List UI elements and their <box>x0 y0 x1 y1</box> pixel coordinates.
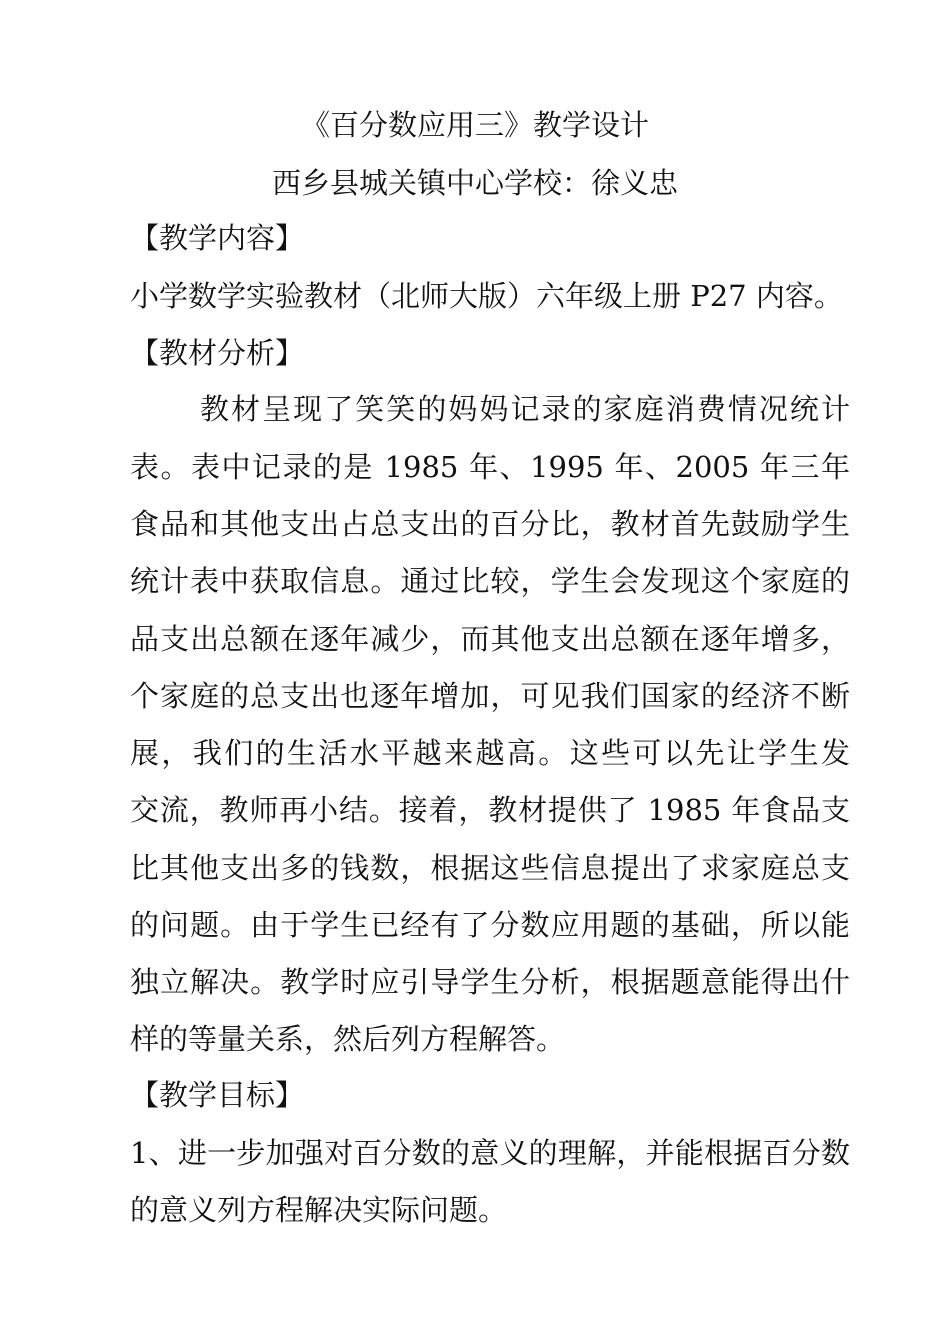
paragraph-line: 样的等量关系，然后列方程解答。 <box>130 1022 566 1056</box>
paragraph-line: 品支出总额在逐年减少，而其他支出总额在逐年增多， <box>130 622 850 656</box>
paragraph-line: 的意义列方程解决实际问题。 <box>130 1193 508 1227</box>
paragraph-line: 比其他支出多的钱数，根据这些信息提出了求家庭总支 <box>130 851 850 885</box>
paragraph-line: 独立解决。教学时应引导学生分析，根据题意能得出什 <box>130 965 850 999</box>
paragraph-line: 个家庭的总支出也逐年增加，可见我们国家的经济不断 <box>130 679 850 713</box>
document-title: 《百分数应用三》教学设计 <box>300 108 649 142</box>
paragraph-line: 交流，教师再小结。接着，教材提供了 1985 年食品支 <box>130 793 850 827</box>
paragraph-line: 教材呈现了笑笑的妈妈记录的家庭消费情况统计 <box>200 392 850 426</box>
paragraph-line: 表。表中记录的是 1985 年、1995 年、2005 年三年 <box>130 450 850 484</box>
section-heading-objectives: 【教学目标】 <box>130 1078 305 1112</box>
paragraph-line: 小学数学实验教材（北师大版）六年级上册 P27 内容。 <box>130 279 843 313</box>
paragraph-line: 展，我们的生活水平越来越高。这些可以先让学生发 <box>130 736 850 770</box>
paragraph-line: 食品和其他支出占总支出的百分比，教材首先鼓励学生 <box>130 507 850 541</box>
paragraph-line: 1、进一步加强对百分数的意义的理解，并能根据百分数 <box>130 1136 850 1170</box>
section-heading-analysis: 【教材分析】 <box>130 336 305 370</box>
section-heading-content: 【教学内容】 <box>130 221 305 255</box>
paragraph-line: 统计表中获取信息。通过比较，学生会发现这个家庭的 <box>130 564 850 598</box>
document-author: 西乡县城关镇中心学校：徐义忠 <box>271 166 678 200</box>
paragraph-line: 的问题。由于学生已经有了分数应用题的基础，所以能 <box>130 908 850 942</box>
